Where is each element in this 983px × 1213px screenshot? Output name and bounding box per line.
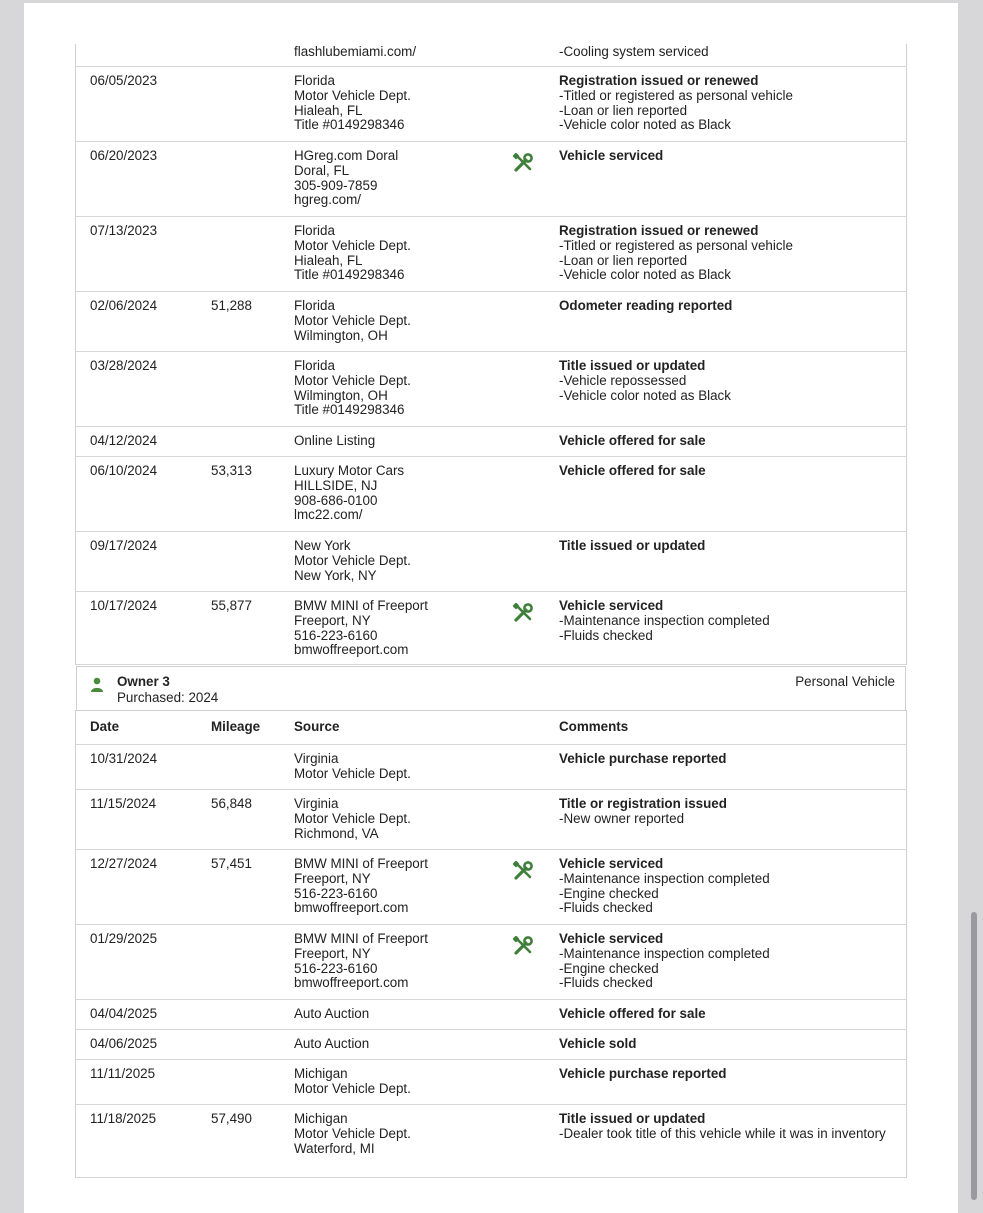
date-cell: 11/15/2024 [90,796,157,811]
source-line: Florida [294,73,335,88]
date-cell: 11/11/2025 [90,1066,156,1081]
source-line: 305-909-7859 [294,177,378,193]
source-line: Auto Auction [294,1006,370,1021]
source-line: Wilmington, OH [294,387,388,403]
source-line: 516-223-6160 [294,627,378,643]
comment-title: Vehicle offered for sale [559,433,706,448]
mileage-cell: 53,313 [211,463,252,478]
table-row [76,1060,906,1105]
source-cell [294,45,416,60]
owner-purchased: Purchased: 2024 [117,690,219,705]
comments-cell [559,752,726,767]
source-line: lmc22.com/ [294,507,363,523]
source-line: Luxury Motor Cars [294,463,405,478]
comment-line: - Titled or registered as personal vehicle [559,239,793,254]
table-row [76,790,906,850]
table-row [76,925,906,1000]
source-line: Wilmington, OH [294,327,388,343]
table-row [76,427,906,457]
source-line: Motor Vehicle Dept. [294,237,411,253]
source-line: flashlubemiami.com/ [294,44,417,59]
mileage-cell: 56,848 [211,796,252,811]
source-cell [294,74,411,133]
source-line: Doral, FL [294,162,350,178]
comment-line: - Dealer took title of this vehicle while it was in inventory [559,1127,886,1142]
source-line: Virginia [294,796,339,811]
date-cell: 03/28/2024 [90,358,158,373]
report-page [24,3,958,1213]
date-cell: 04/06/2025 [90,1036,158,1051]
date-cell: 10/31/2024 [90,751,158,766]
comments-cell [559,74,793,133]
comments-cell [559,224,793,283]
source-line: Title #0149298346 [294,402,405,418]
source-line: Michigan [294,1111,348,1126]
source-line: Title #0149298346 [294,267,405,283]
source-cell [294,1037,369,1052]
table-header [76,710,906,745]
comment-line: - Vehicle color noted as Black [559,268,793,283]
table-row [76,592,906,665]
date-cell: 06/20/2023 [90,148,158,163]
table-body [76,67,906,665]
comment-title: Vehicle sold [559,1036,637,1051]
mileage-cell: 51,288 [211,298,252,313]
comment-line: - Fluids checked [559,976,770,991]
source-line: Auto Auction [294,1036,370,1051]
source-line: 516-223-6160 [294,885,378,901]
comments-cell [559,299,732,314]
comments-cell [559,1007,706,1022]
date-cell: 04/04/2025 [90,1006,158,1021]
comment-line: - Maintenance inspection completed [559,872,770,887]
service-wrench-icon [511,859,535,887]
source-cell [294,752,411,782]
date-cell: 10/17/2024 [90,598,158,613]
date-cell: 11/18/2025 [90,1111,157,1126]
source-line: Motor Vehicle Dept. [294,312,411,328]
source-line: Motor Vehicle Dept. [294,1125,411,1141]
service-wrench-icon [511,934,535,962]
scrollbar-thumb[interactable] [971,912,977,1200]
comment-line: - Titled or registered as personal vehicle [559,89,793,104]
owner-name: Owner 3 [117,674,170,689]
date-cell: 02/06/2024 [90,298,158,313]
source-cell [294,932,428,991]
comment-line: - Fluids checked [559,901,770,916]
table-row [76,850,906,925]
source-line: Motor Vehicle Dept. [294,765,411,781]
comment-title: Vehicle serviced [559,148,664,163]
header-source: Source [294,719,340,734]
source-line: New York [294,538,351,553]
source-line: Freeport, NY [294,945,371,961]
table-row [76,217,906,292]
source-line: Hialeah, FL [294,102,363,118]
source-cell [294,599,428,658]
comment-title: Vehicle purchase reported [559,1066,727,1081]
comment-title: Title or registration issued [559,796,727,811]
comment-title: Vehicle offered for sale [559,1006,706,1021]
source-line: Florida [294,223,335,238]
table-row [76,532,906,592]
person-icon [90,677,104,696]
source-line: 516-223-6160 [294,960,378,976]
comment-title: Odometer reading reported [559,298,733,313]
source-line: bmwoffreeport.com [294,900,409,916]
source-line: Florida [294,358,335,373]
source-line: BMW MINI of Freeport [294,931,428,946]
owner-header [76,666,906,711]
source-line: Hialeah, FL [294,252,363,268]
comment-line: - Vehicle repossessed [559,374,731,389]
header-date: Date [90,719,120,734]
date-cell: 04/12/2024 [90,433,158,448]
comment-title: Vehicle purchase reported [559,751,727,766]
comment-title: Registration issued or renewed [559,223,759,238]
source-line: Motor Vehicle Dept. [294,1080,411,1096]
comments-cell [559,857,770,916]
source-cell [294,434,375,449]
source-line: Motor Vehicle Dept. [294,810,411,826]
date-cell: 01/29/2025 [90,931,158,946]
source-cell [294,1007,369,1022]
comment-title: Vehicle offered for sale [559,463,706,478]
source-cell [294,539,411,583]
source-cell [294,857,428,916]
table-row [76,352,906,427]
source-line: Richmond, VA [294,825,379,841]
comments-cell [559,45,709,60]
table-row [76,67,906,142]
comment-title: Title issued or updated [559,538,706,553]
source-line: BMW MINI of Freeport [294,598,428,613]
source-line: Michigan [294,1066,348,1081]
comment-title: Title issued or updated [559,358,706,373]
source-line: HILLSIDE, NJ [294,477,378,493]
source-line: Waterford, MI [294,1140,375,1156]
source-cell [294,149,398,208]
table-body [76,745,906,1178]
comments-cell [559,1112,886,1142]
service-wrench-icon [511,601,535,629]
table-row [76,44,906,67]
comment-title: Vehicle serviced [559,598,664,613]
table-row [76,457,906,532]
source-line: Motor Vehicle Dept. [294,87,411,103]
owner-vehicle-type: Personal Vehicle [795,674,895,689]
comments-cell [559,797,727,827]
comment-line: - New owner reported [559,812,727,827]
source-line: 908-686-0100 [294,492,378,508]
table-row [76,1105,906,1178]
mileage-cell: 57,451 [211,856,252,871]
comment-title: Vehicle serviced [559,931,664,946]
date-cell: 06/10/2024 [90,463,158,478]
source-line: Virginia [294,751,339,766]
history-table-owner-3 [75,710,907,1178]
comments-cell [559,599,770,643]
comments-cell [559,539,705,554]
comment-title: Registration issued or renewed [559,73,759,88]
source-line: Motor Vehicle Dept. [294,372,411,388]
comment-line: - Maintenance inspection completed [559,614,770,629]
source-line: Florida [294,298,335,313]
comment-line: - Loan or lien reported [559,104,793,119]
table-row [76,745,906,790]
comments-cell [559,1067,726,1082]
table-row [76,1000,906,1030]
comment-line: - Fluids checked [559,629,770,644]
comments-cell [559,149,663,164]
date-cell: 06/05/2023 [90,73,158,88]
source-cell [294,224,411,283]
date-cell: 07/13/2023 [90,223,158,238]
source-line: Online Listing [294,433,376,448]
comment-line: - Engine checked [559,887,770,902]
comment-title: Vehicle serviced [559,856,664,871]
source-cell [294,464,404,523]
comments-cell [559,434,706,449]
source-line: Title #0149298346 [294,117,405,133]
comment-line: - Maintenance inspection completed [559,947,770,962]
source-cell [294,359,411,418]
comments-cell [559,932,770,991]
source-line: hgreg.com/ [294,192,361,208]
comments-cell [559,1037,636,1052]
date-cell: 12/27/2024 [90,856,158,871]
date-cell: 09/17/2024 [90,538,158,553]
source-line: Freeport, NY [294,612,371,628]
comment-line: - Vehicle color noted as Black [559,118,793,133]
header-mileage: Mileage [211,719,261,734]
comment-line: - Loan or lien reported [559,254,793,269]
comment-line: - Vehicle color noted as Black [559,389,731,404]
comments-cell [559,464,706,479]
history-table-owner-2 [75,44,907,665]
table-row [76,1030,906,1060]
source-line: Freeport, NY [294,870,371,886]
source-line: HGreg.com Doral [294,148,399,163]
source-line: New York, NY [294,567,377,583]
comments-cell [559,359,731,403]
source-line: Motor Vehicle Dept. [294,552,411,568]
source-cell [294,1112,411,1156]
table-row [76,142,906,217]
source-line: bmwoffreeport.com [294,975,409,991]
mileage-cell: 55,877 [211,598,252,613]
mileage-cell: 57,490 [211,1111,252,1126]
scrollbar[interactable] [969,0,983,1200]
source-cell [294,797,411,841]
comment-line: - Cooling system serviced [559,45,709,60]
source-line: BMW MINI of Freeport [294,856,428,871]
comment-line: - Engine checked [559,962,770,977]
header-comments: Comments [559,719,629,734]
source-line: bmwoffreeport.com [294,642,409,658]
table-row [76,292,906,352]
source-cell [294,1067,411,1097]
source-cell [294,299,411,343]
service-wrench-icon [511,151,535,179]
comment-title: Title issued or updated [559,1111,706,1126]
